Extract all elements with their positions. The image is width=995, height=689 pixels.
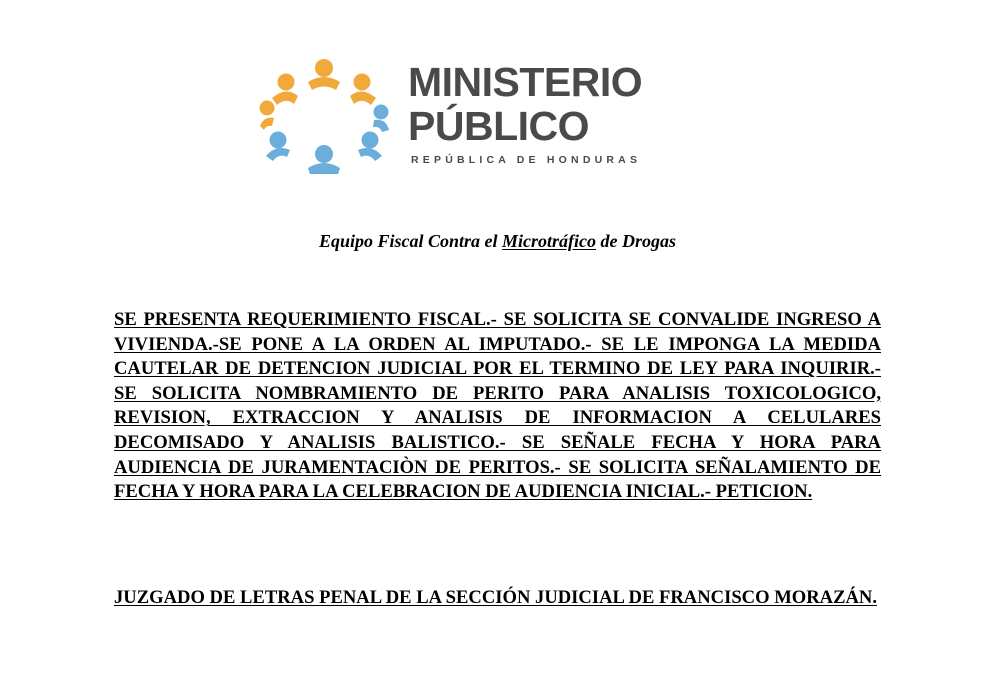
subtitle-after: de Drogas [596, 231, 677, 251]
logo-name-line1: MINISTERIO [408, 59, 643, 105]
team-subtitle [0, 231, 995, 252]
requerimiento-heading: SE PRESENTA REQUERIMIENTO FISCAL.- SE SOLICITA SE CONVALIDE INGRESO A VIVIENDA.-SE PONE A LA ORDEN AL IMPUTADO.- SE LE IMPONGA LA MEDIDA CAUTELAR DE DETENCION JUDICIAL POR EL TERMINO DE LEY PARA INQUIRIR.-SE SOLICITA NOMBRAMIENTO DE PERITO PARA ANALISIS TOXICOLOGICO, REVISION, EXTRACCION Y ANALISIS DE INFORMACION A CELULARES DECOMISADO Y ANALISIS BALISTICO.- SE SEÑALE FECHA Y HORA PARA AUDIENCIA DE JURAMENTACIÒN DE PERITOS.- SE SOLICITA SEÑALAMIENTO DE FECHA Y HORA PARA LA CELEBRACION DE AUDIENCIA INICIAL.- PETICION. [114, 309, 881, 503]
court-addressee: JUZGADO DE LETRAS PENAL DE LA SECCIÓN JUDICIAL DE FRANCISCO MORAZÁN. [114, 587, 877, 608]
logo-country-line: REPÚBLICA DE HONDURAS [411, 154, 642, 166]
logo-wordmark [408, 60, 698, 170]
people-circle-logo-icon [258, 56, 390, 174]
subtitle-underlined-word: Microtráfico [502, 231, 597, 251]
ministerio-publico-logo [258, 56, 698, 174]
logo-name-line2: PÚBLICO [408, 103, 589, 149]
subtitle-before: Equipo Fiscal Contra el [318, 231, 503, 251]
